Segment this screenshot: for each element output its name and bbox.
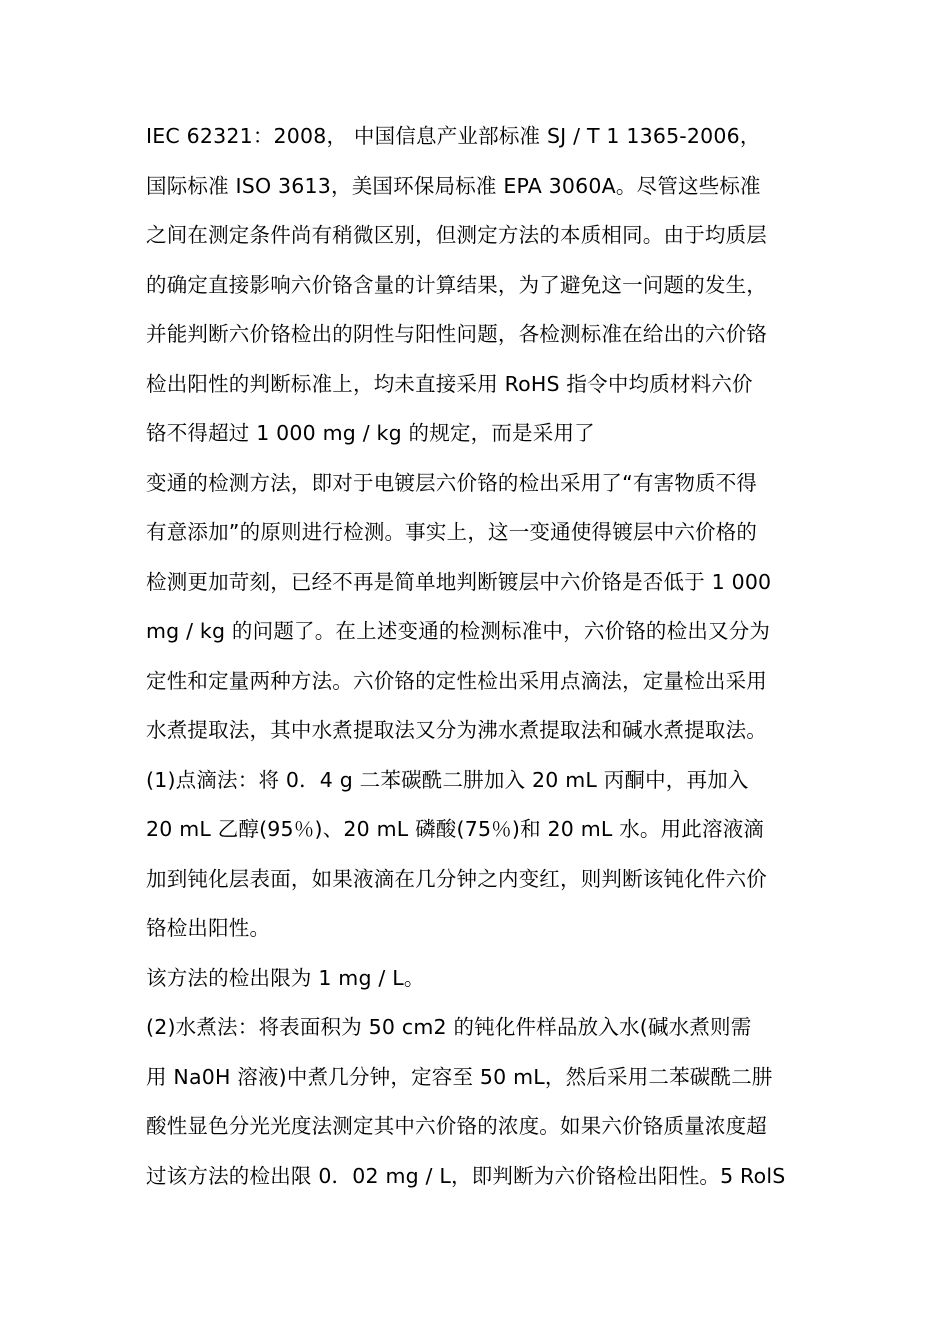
text-line: 定性和定量两种方法。六价铬的定性检出采用点滴法，定量检出采用 [146, 668, 767, 693]
text-line: mg / kg 的问题了。在上述变通的检测标准中，六价铬的检出又分为 [146, 619, 771, 643]
text-line: 铬不得超过 1 000 mg / kg 的规定，而是采用了 [146, 421, 595, 445]
text-line: IEC 62321：2008， 中国信息产业部标准 SJ / T 1 1365-2006， [146, 124, 761, 148]
text-line: 检测更加苛刻，已经不再是简单地判断镀层中六价铬是否低于 1 000 [146, 569, 772, 594]
text-line: 之间在测定条件尚有稍微区别，但测定方法的本质相同。由于均质层 [146, 223, 767, 247]
text-line: 用 Na0H 溶液)中煮几分钟，定容至 50 mL，然后采用二苯碳酰二肼 [146, 1064, 773, 1089]
text-line: 的确定直接影响六价铬含量的计算结果，为了避免这一问题的发生， [146, 272, 767, 297]
text-line: 加到钝化层表面，如果液滴在几分钟之内变红，则判断该钝化件六价 [146, 866, 767, 891]
text-line: 过该方法的检出限 0．02 mg / L，即判断为六价铬检出阳性。5 RolS [146, 1163, 786, 1188]
text-line: 水煮提取法，其中水煮提取法又分为沸水煮提取法和碱水煮提取法。 [146, 718, 767, 742]
text-line: 铬检出阳性。 [146, 916, 271, 940]
body-text [146, 112, 816, 1201]
text-line: (2)水煮法：将表面积为 50 cm2 的钝化件样品放入水(碱水煮则需 [146, 1015, 752, 1039]
text-line: 酸性显色分光光度法测定其中六价铬的浓度。如果六价铬质量浓度超 [146, 1114, 767, 1138]
text-line: (1)点滴法：将 0．4 g 二苯碳酰二肼加入 20 mL 丙酮中，再加入 [146, 767, 749, 792]
text-line: 国际标准 ISO 3613，美国环保局标准 EPA 3060A。尽管这些标准 [146, 173, 761, 198]
text-line: 检出阳性的判断标准上，均未直接采用 RoHS 指令中均质材料六价 [146, 371, 753, 396]
text-line: 并能判断六价铬检出的阴性与阳性问题，各检测标准在给出的六价铬 [146, 322, 767, 346]
text-line: 20 mL 乙醇(95％)、20 mL 磷酸(75％)和 20 mL 水。用此溶液滴 [146, 817, 765, 841]
text-line: 有意添加”的原则进行检测。事实上，这一变通使得镀层中六价格的 [146, 520, 758, 544]
text-line: 变通的检测方法，即对于电镀层六价铬的检出采用了“有害物质不得 [146, 470, 758, 495]
text-line: 该方法的检出限为 1 mg / L。 [146, 965, 425, 990]
